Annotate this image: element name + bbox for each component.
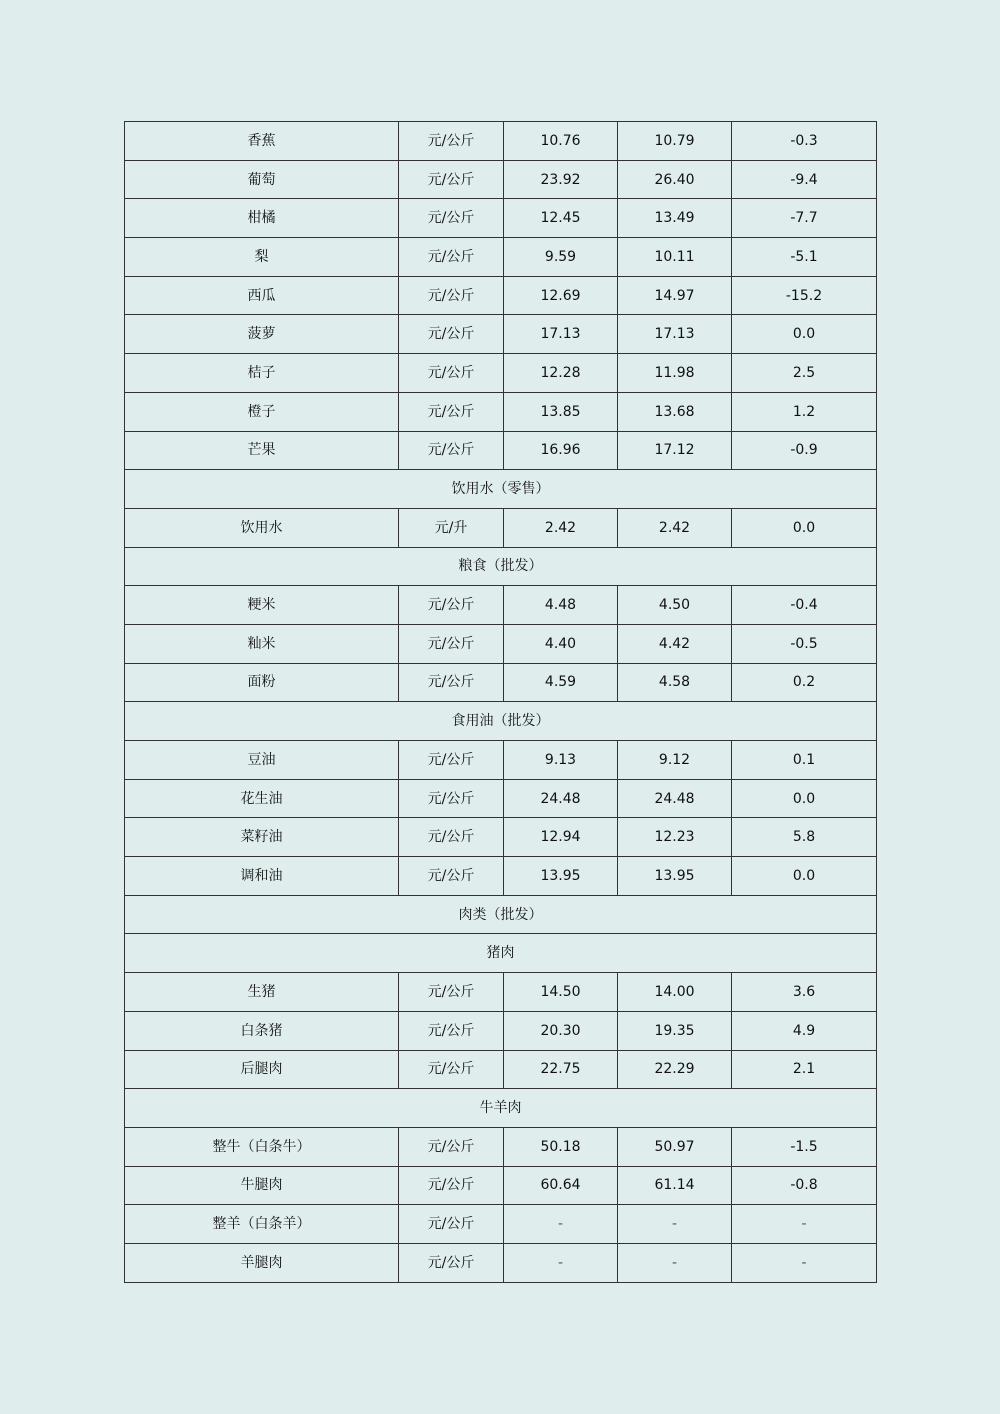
unit-cell: 元/公斤 (399, 315, 504, 354)
unit-cell: 元/公斤 (399, 392, 504, 431)
item-name-cell: 葡萄 (125, 160, 399, 199)
item-name-cell: 梨 (125, 238, 399, 277)
table-row (125, 354, 877, 393)
table-row (125, 1205, 877, 1244)
item-name-cell: 调和油 (125, 857, 399, 896)
current-price-cell: 12.94 (504, 818, 618, 857)
change-percent-cell: 0.2 (732, 663, 877, 702)
table-row (125, 160, 877, 199)
item-name-cell: 粳米 (125, 586, 399, 625)
previous-price-cell: 17.12 (618, 431, 732, 470)
current-price-cell: - (504, 1205, 618, 1244)
section-title: 猪肉 (125, 934, 877, 973)
unit-cell: 元/公斤 (399, 1011, 504, 1050)
current-price-cell: 4.40 (504, 624, 618, 663)
previous-price-cell: 50.97 (618, 1127, 732, 1166)
unit-cell: 元/公斤 (399, 199, 504, 238)
table-row (125, 276, 877, 315)
section-title: 粮食（批发） (125, 547, 877, 586)
table-row (125, 315, 877, 354)
current-price-cell: 60.64 (504, 1166, 618, 1205)
unit-cell: 元/公斤 (399, 276, 504, 315)
section-title: 牛羊肉 (125, 1089, 877, 1128)
section-title: 食用油（批发） (125, 702, 877, 741)
change-percent-cell: 0.0 (732, 857, 877, 896)
unit-cell: 元/公斤 (399, 779, 504, 818)
change-percent-cell: 3.6 (732, 973, 877, 1012)
table-row (125, 973, 877, 1012)
unit-cell: 元/公斤 (399, 1205, 504, 1244)
change-percent-cell: 0.0 (732, 779, 877, 818)
previous-price-cell: 14.00 (618, 973, 732, 1012)
previous-price-cell: 4.58 (618, 663, 732, 702)
item-name-cell: 后腿肉 (125, 1050, 399, 1089)
previous-price-cell: 12.23 (618, 818, 732, 857)
unit-cell: 元/升 (399, 508, 504, 547)
section-header-row (125, 702, 877, 741)
item-name-cell: 橙子 (125, 392, 399, 431)
unit-cell: 元/公斤 (399, 1127, 504, 1166)
current-price-cell: 12.69 (504, 276, 618, 315)
previous-price-cell: 10.79 (618, 122, 732, 161)
previous-price-cell: 24.48 (618, 779, 732, 818)
table-row (125, 1127, 877, 1166)
change-percent-cell: -0.8 (732, 1166, 877, 1205)
unit-cell: 元/公斤 (399, 857, 504, 896)
unit-cell: 元/公斤 (399, 238, 504, 277)
table-row (125, 122, 877, 161)
table-row (125, 663, 877, 702)
change-percent-cell: 0.0 (732, 508, 877, 547)
current-price-cell: 13.85 (504, 392, 618, 431)
table-row (125, 624, 877, 663)
item-name-cell: 桔子 (125, 354, 399, 393)
table-row (125, 586, 877, 625)
change-percent-cell: 2.5 (732, 354, 877, 393)
table-body (125, 122, 877, 1283)
current-price-cell: 10.76 (504, 122, 618, 161)
change-percent-cell: - (732, 1243, 877, 1282)
table-row (125, 199, 877, 238)
change-percent-cell: -5.1 (732, 238, 877, 277)
price-table (124, 121, 877, 1283)
unit-cell: 元/公斤 (399, 1243, 504, 1282)
table-row (125, 779, 877, 818)
table-row (125, 1050, 877, 1089)
change-percent-cell: -15.2 (732, 276, 877, 315)
unit-cell: 元/公斤 (399, 122, 504, 161)
change-percent-cell: -0.5 (732, 624, 877, 663)
change-percent-cell: -0.4 (732, 586, 877, 625)
unit-cell: 元/公斤 (399, 1050, 504, 1089)
current-price-cell: 9.59 (504, 238, 618, 277)
previous-price-cell: 22.29 (618, 1050, 732, 1089)
change-percent-cell: -9.4 (732, 160, 877, 199)
change-percent-cell: 1.2 (732, 392, 877, 431)
current-price-cell: 16.96 (504, 431, 618, 470)
previous-price-cell: - (618, 1243, 732, 1282)
current-price-cell: 22.75 (504, 1050, 618, 1089)
section-header-row (125, 470, 877, 509)
current-price-cell: 50.18 (504, 1127, 618, 1166)
change-percent-cell: -7.7 (732, 199, 877, 238)
previous-price-cell: 10.11 (618, 238, 732, 277)
item-name-cell: 花生油 (125, 779, 399, 818)
previous-price-cell: 13.68 (618, 392, 732, 431)
table-row (125, 238, 877, 277)
previous-price-cell: 14.97 (618, 276, 732, 315)
table-row (125, 857, 877, 896)
table-row (125, 1243, 877, 1282)
item-name-cell: 整羊（白条羊） (125, 1205, 399, 1244)
table-row (125, 1166, 877, 1205)
previous-price-cell: 9.12 (618, 741, 732, 780)
unit-cell: 元/公斤 (399, 663, 504, 702)
unit-cell: 元/公斤 (399, 586, 504, 625)
table-row (125, 818, 877, 857)
item-name-cell: 豆油 (125, 741, 399, 780)
table-row (125, 741, 877, 780)
unit-cell: 元/公斤 (399, 354, 504, 393)
change-percent-cell: -0.9 (732, 431, 877, 470)
table-row (125, 1011, 877, 1050)
section-title: 饮用水（零售） (125, 470, 877, 509)
table-row (125, 431, 877, 470)
current-price-cell: 20.30 (504, 1011, 618, 1050)
change-percent-cell: -1.5 (732, 1127, 877, 1166)
previous-price-cell: 26.40 (618, 160, 732, 199)
item-name-cell: 香蕉 (125, 122, 399, 161)
previous-price-cell: 13.95 (618, 857, 732, 896)
current-price-cell: 12.45 (504, 199, 618, 238)
unit-cell: 元/公斤 (399, 1166, 504, 1205)
change-percent-cell: 4.9 (732, 1011, 877, 1050)
current-price-cell: 23.92 (504, 160, 618, 199)
section-header-row (125, 547, 877, 586)
change-percent-cell: 0.0 (732, 315, 877, 354)
change-percent-cell: 0.1 (732, 741, 877, 780)
change-percent-cell: - (732, 1205, 877, 1244)
item-name-cell: 羊腿肉 (125, 1243, 399, 1282)
previous-price-cell: 13.49 (618, 199, 732, 238)
previous-price-cell: 2.42 (618, 508, 732, 547)
item-name-cell: 菜籽油 (125, 818, 399, 857)
item-name-cell: 面粉 (125, 663, 399, 702)
current-price-cell: 9.13 (504, 741, 618, 780)
section-title: 肉类（批发） (125, 895, 877, 934)
current-price-cell: 4.48 (504, 586, 618, 625)
current-price-cell: 12.28 (504, 354, 618, 393)
item-name-cell: 生猪 (125, 973, 399, 1012)
unit-cell: 元/公斤 (399, 431, 504, 470)
current-price-cell: 13.95 (504, 857, 618, 896)
previous-price-cell: 4.50 (618, 586, 732, 625)
section-header-row (125, 1089, 877, 1128)
change-percent-cell: -0.3 (732, 122, 877, 161)
previous-price-cell: - (618, 1205, 732, 1244)
current-price-cell: 24.48 (504, 779, 618, 818)
table-row (125, 392, 877, 431)
current-price-cell: 2.42 (504, 508, 618, 547)
item-name-cell: 整牛（白条牛） (125, 1127, 399, 1166)
unit-cell: 元/公斤 (399, 818, 504, 857)
current-price-cell: 4.59 (504, 663, 618, 702)
item-name-cell: 芒果 (125, 431, 399, 470)
previous-price-cell: 19.35 (618, 1011, 732, 1050)
item-name-cell: 饮用水 (125, 508, 399, 547)
previous-price-cell: 17.13 (618, 315, 732, 354)
change-percent-cell: 5.8 (732, 818, 877, 857)
item-name-cell: 西瓜 (125, 276, 399, 315)
section-header-row (125, 895, 877, 934)
section-header-row (125, 934, 877, 973)
table-row (125, 508, 877, 547)
item-name-cell: 菠萝 (125, 315, 399, 354)
previous-price-cell: 61.14 (618, 1166, 732, 1205)
change-percent-cell: 2.1 (732, 1050, 877, 1089)
item-name-cell: 柑橘 (125, 199, 399, 238)
unit-cell: 元/公斤 (399, 741, 504, 780)
previous-price-cell: 4.42 (618, 624, 732, 663)
previous-price-cell: 11.98 (618, 354, 732, 393)
current-price-cell: 14.50 (504, 973, 618, 1012)
unit-cell: 元/公斤 (399, 160, 504, 199)
item-name-cell: 籼米 (125, 624, 399, 663)
current-price-cell: - (504, 1243, 618, 1282)
unit-cell: 元/公斤 (399, 973, 504, 1012)
item-name-cell: 白条猪 (125, 1011, 399, 1050)
item-name-cell: 牛腿肉 (125, 1166, 399, 1205)
current-price-cell: 17.13 (504, 315, 618, 354)
unit-cell: 元/公斤 (399, 624, 504, 663)
